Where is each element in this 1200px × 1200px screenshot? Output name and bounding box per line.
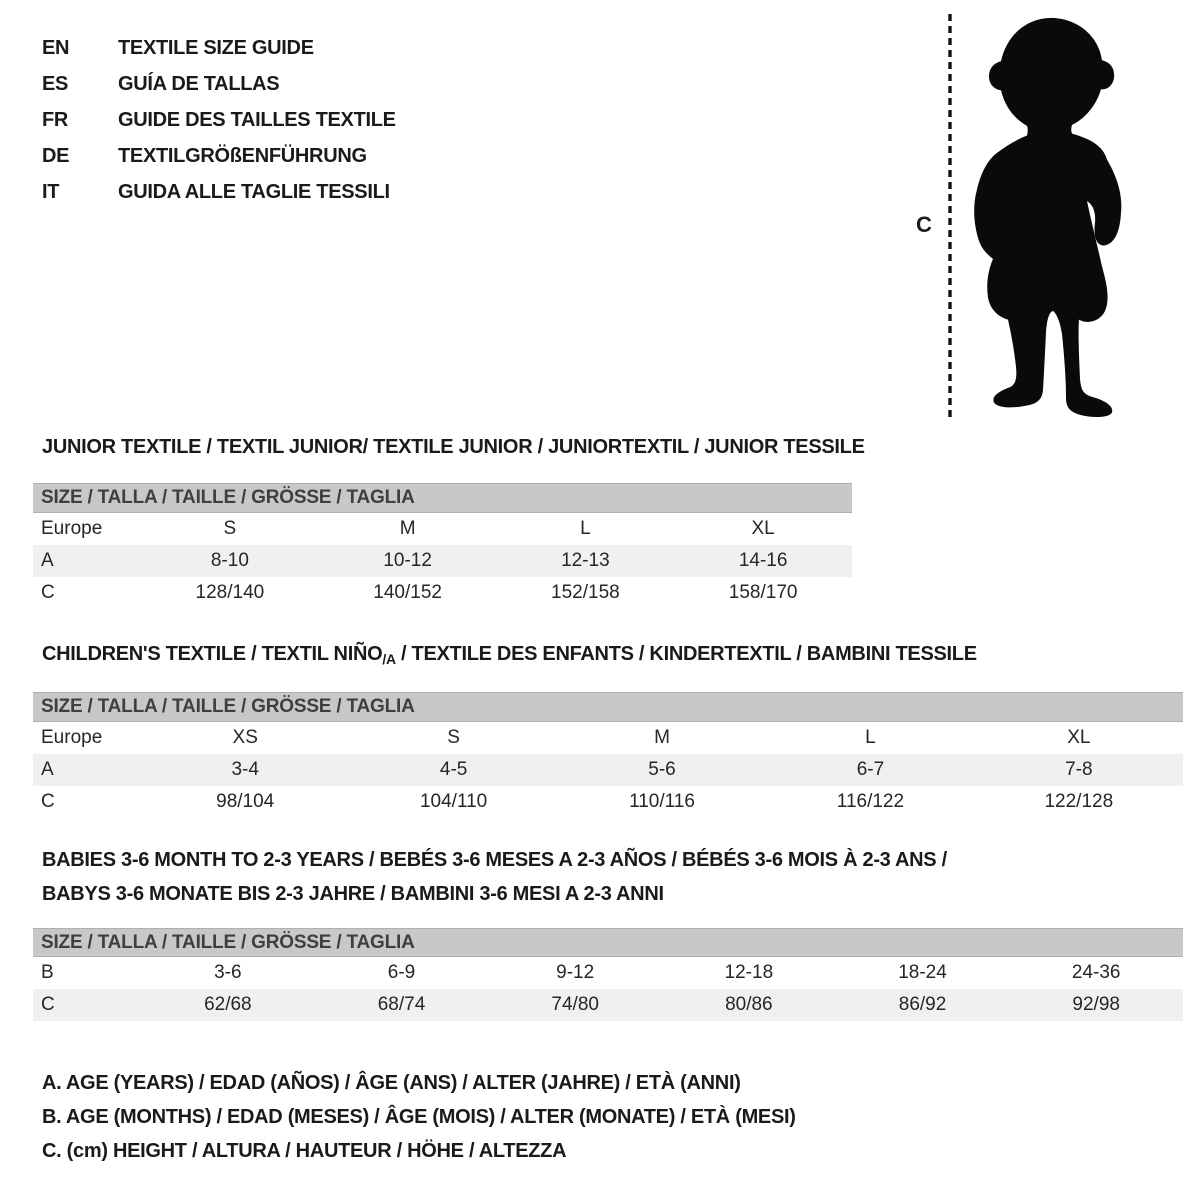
babies-section-title: [42, 843, 1022, 911]
size-cell: S: [223, 518, 237, 539]
size-header-bar: SIZE / TALLA / TAILLE / GRÖSSE / TAGLIA: [33, 692, 1183, 722]
row-label: C: [41, 582, 55, 603]
height-cell: 152/158: [551, 582, 620, 603]
size-cell: XL: [1067, 727, 1091, 748]
size-cell: S: [447, 727, 460, 748]
table-row: [33, 957, 1183, 989]
age-cell: 6-7: [856, 759, 885, 780]
height-cell: 98/104: [216, 791, 275, 812]
guide-title-fr: GUIDE DES TAILLES TEXTILE: [118, 109, 396, 131]
language-row-it: [42, 174, 396, 210]
age-cell: 4-5: [439, 759, 468, 780]
table-row: [33, 545, 852, 577]
legend-line-b: B. AGE (MONTHS) / EDAD (MESES) / ÂGE (MOIS) / ALTER (MONATE) / ETÀ (MESI): [42, 1106, 796, 1128]
guide-title-es: GUÍA DE TALLAS: [118, 73, 280, 95]
age-cell: 14-16: [738, 550, 788, 571]
children-section-title: [42, 643, 977, 667]
language-code: EN: [42, 37, 70, 59]
toddler-silhouette-icon: [955, 14, 1155, 424]
row-label: C: [41, 791, 55, 812]
legend-line-a: A. AGE (YEARS) / EDAD (AÑOS) / ÂGE (ANS) / ALTER (JAHRE) / ETÀ (ANNI): [42, 1072, 741, 1094]
height-cell: 86/92: [898, 994, 947, 1015]
size-cell: L: [865, 727, 876, 748]
height-cell: 122/128: [1044, 791, 1114, 812]
age-months-cell: 6-9: [387, 962, 416, 983]
table-row: [33, 577, 852, 609]
language-row-fr: [42, 102, 396, 138]
guide-title-en: TEXTILE SIZE GUIDE: [118, 37, 314, 59]
age-months-cell: 12-18: [724, 962, 774, 983]
table-row: [33, 754, 1183, 786]
height-cell: 104/110: [419, 791, 488, 812]
language-header: [42, 30, 396, 210]
height-cell: 92/98: [1072, 994, 1120, 1015]
legend-line-c: C. (cm) HEIGHT / ALTURA / HAUTEUR / HÖHE / ALTEZZA: [42, 1140, 567, 1162]
row-label: B: [41, 962, 54, 983]
guide-title-de: TEXTILGRÖßENFÜHRUNG: [118, 145, 367, 167]
row-label: Europe: [41, 518, 103, 539]
height-cell: 158/170: [728, 582, 798, 603]
age-months-cell: 9-12: [556, 962, 595, 983]
row-label: Europe: [41, 727, 103, 748]
size-header-bar: SIZE / TALLA / TAILLE / GRÖSSE / TAGLIA: [33, 928, 1183, 957]
row-label: A: [41, 550, 54, 571]
height-cell: 110/116: [629, 791, 695, 812]
language-row-es: [42, 66, 396, 102]
height-cell: 128/140: [195, 582, 265, 603]
language-code: FR: [42, 109, 69, 131]
language-code: IT: [42, 181, 60, 203]
language-code: ES: [42, 73, 69, 95]
age-cell: 5-6: [648, 759, 676, 780]
children-title-part: CHILDREN'S TEXTILE / TEXTIL NIÑO: [42, 643, 383, 665]
age-cell: 3-4: [231, 759, 259, 780]
age-cell: 8-10: [210, 550, 249, 571]
row-label: A: [41, 759, 54, 780]
height-cell: 62/68: [204, 994, 252, 1015]
junior-size-table: [33, 483, 852, 609]
size-cell: M: [399, 518, 416, 539]
size-cell: XL: [751, 518, 775, 539]
age-months-cell: 3-6: [214, 962, 242, 983]
children-title-part: / TEXTILE DES ENFANTS / KINDERTEXTIL / BAMBINI TESSILE: [395, 643, 977, 665]
size-header-bar: SIZE / TALLA / TAILLE / GRÖSSE / TAGLIA: [33, 483, 852, 513]
height-cell: 140/152: [373, 582, 442, 603]
age-cell: 12-13: [561, 550, 610, 571]
size-cell: XS: [232, 727, 258, 748]
children-size-table: [33, 692, 1183, 818]
height-cell: 74/80: [551, 994, 599, 1015]
age-months-cell: 18-24: [898, 962, 947, 983]
guide-title-it: GUIDA ALLE TAGLIE TESSILI: [118, 181, 390, 203]
age-months-cell: 24-36: [1071, 962, 1121, 983]
age-cell: 10-12: [383, 550, 432, 571]
size-cell: L: [580, 518, 591, 539]
children-title-subscript: /A: [382, 651, 396, 667]
height-measure-label: C: [916, 212, 932, 237]
height-cell: 116/122: [836, 791, 905, 812]
language-row-en: [42, 30, 396, 66]
language-code: DE: [42, 145, 70, 167]
babies-title-line2: BABYS 3-6 MONATE BIS 2-3 JAHRE / BAMBINI 3-6 MESI A 2-3 ANNI: [42, 883, 664, 905]
size-cell: M: [654, 727, 670, 748]
table-row: [33, 989, 1183, 1021]
table-row: [33, 722, 1183, 754]
height-measure-line: [947, 14, 953, 423]
babies-size-table: [33, 928, 1183, 1021]
height-cell: 80/86: [725, 994, 773, 1015]
height-cell: 68/74: [377, 994, 426, 1015]
row-label: C: [41, 994, 55, 1015]
table-row: [33, 513, 852, 545]
table-row: [33, 786, 1183, 818]
junior-section-title: JUNIOR TEXTILE / TEXTIL JUNIOR/ TEXTILE JUNIOR / JUNIORTEXTIL / JUNIOR TESSILE: [42, 436, 865, 458]
age-cell: 7-8: [1065, 759, 1093, 780]
legend: [42, 1066, 796, 1168]
language-row-de: [42, 138, 396, 174]
babies-title-line1: BABIES 3-6 MONTH TO 2-3 YEARS / BEBÉS 3-6 MESES A 2-3 AÑOS / BÉBÉS 3-6 MOIS À 2-3 ANS /: [42, 849, 947, 871]
